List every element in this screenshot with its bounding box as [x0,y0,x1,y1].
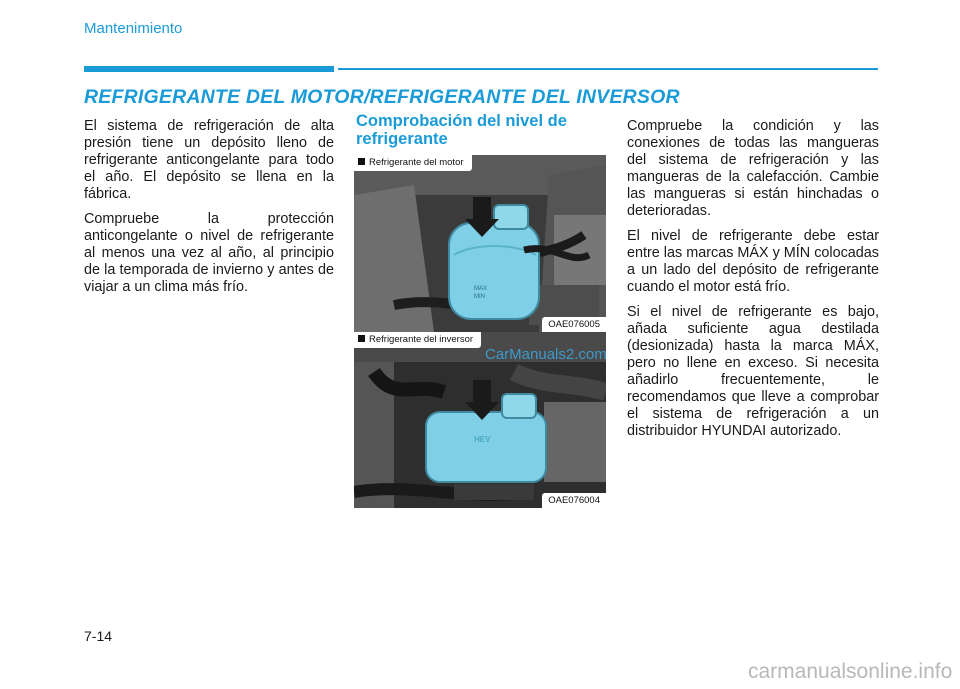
header-rule-thin [338,68,878,70]
header-rule-thick [84,66,334,72]
figure-caption: Refrigerante del inversor [354,332,481,348]
svg-text:HEV: HEV [474,435,491,444]
page-title: REFRIGERANTE DEL MOTOR/REFRIGERANTE DEL INVERSOR [84,86,680,108]
svg-text:MAX: MAX [474,286,488,292]
right-column [627,118,879,448]
svg-text:MIN: MIN [474,294,485,300]
section-label: Mantenimiento [84,20,183,37]
figure-code: OAE076004 [542,493,606,508]
engine-bay-illustration [354,155,606,332]
left-column [84,118,334,304]
page-number: 7-14 [84,628,113,644]
paragraph: El sistema de refrigeración de alta presión tiene un depósito lleno de refrigerante anticongelante para todo el año. El depósito se llena en la fábrica. [84,118,334,202]
paragraph: Si el nivel de refrigerante es bajo, añada suficiente agua destilada (desionizada) hasta la marca MÁX, pero no llene en exceso. Si necesita añadirlo frecuentemente, le recomendamos que lleve a comprobar el sistema de refrigeración a un distribuidor HYUNDAI autorizado. [627,304,879,439]
paragraph: El nivel de refrigerante debe estar entre las marcas MÁX y MÍN colocadas a un lado del depósito de refrigerante cuando el motor está frío. [627,228,879,295]
paragraph: Compruebe la protección anticongelante o nivel de refrigerante al menos una vez al año, al principio de la temporada de invierno y antes de viajar a un clima más frío. [84,211,334,295]
figure-caption: Refrigerante del motor [354,155,472,171]
watermark-link[interactable]: CarManuals2.com [485,346,607,363]
figure-engine-coolant [354,155,606,332]
paragraph: Compruebe la condición y las conexiones de todas las mangueras del sistema de refrigeración y las mangueras de la calefacción. Cambie las mangueras si están hinchadas o deterioradas. [627,118,879,219]
figure-code: OAE076005 [542,317,606,332]
footer-watermark: carmanualsonline.info [748,660,953,683]
subheading: Comprobación del nivel de refrigerante [356,112,567,148]
